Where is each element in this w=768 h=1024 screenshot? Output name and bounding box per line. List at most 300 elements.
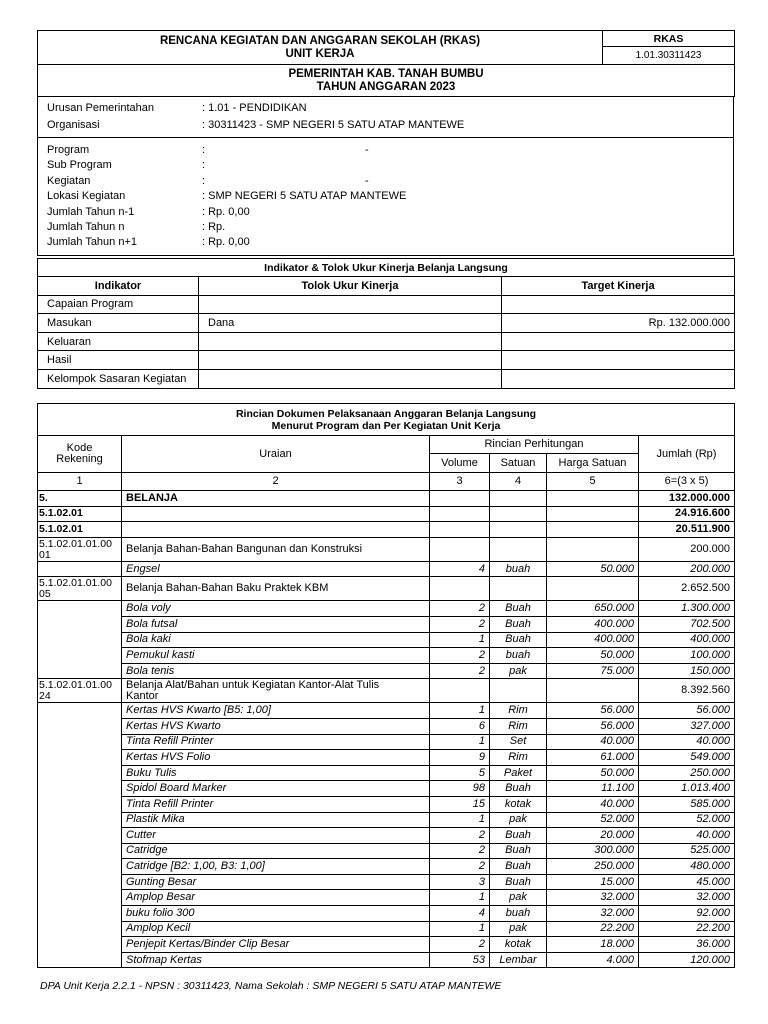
footer-text: DPA Unit Kerja 2.2.1 - NPSN : 30311423, Nama Sekolah : SMP NEGERI 5 SATU ATAP MANTEWE [40, 980, 502, 992]
indicator-name: Masukan [38, 314, 199, 333]
jumlah: 120.000 [639, 952, 735, 968]
detail-title [38, 404, 735, 436]
indicator-row [38, 295, 735, 314]
volume: 1 [430, 921, 490, 937]
info-label: Urusan Pemerintahan [47, 101, 155, 114]
satuan: Buah [490, 616, 547, 632]
col-number-1: 1 [38, 473, 122, 491]
kode-rekening [38, 859, 122, 875]
indicator-tolok [199, 332, 502, 351]
satuan: Buah [490, 781, 547, 797]
info-label: Jumlah Tahun n-1 [47, 205, 135, 218]
kode-rekening [38, 718, 122, 734]
detail-row-item [38, 906, 735, 922]
kode-line-2: 01 [39, 548, 51, 561]
satuan: pak [490, 890, 547, 906]
indicator-tolok [199, 295, 502, 314]
uraian: Bola futsal [122, 616, 430, 632]
jumlah: 400.000 [639, 632, 735, 648]
satuan: Lembar [490, 952, 547, 968]
harga-satuan: 50.000 [547, 561, 639, 577]
jumlah: 56.000 [639, 703, 735, 719]
satuan: Buah [490, 859, 547, 875]
satuan [490, 679, 547, 703]
indicator-tolok [199, 351, 502, 370]
kode-rekening [38, 537, 122, 561]
harga-satuan: 32.000 [547, 906, 639, 922]
jumlah: 200.000 [639, 561, 735, 577]
detail-title-line-1: Rincian Dokumen Pelaksanaan Anggaran Belanja Langsung [235, 407, 537, 420]
jumlah: 92.000 [639, 906, 735, 922]
uraian: Bola tenis [122, 663, 430, 679]
volume: 1 [430, 734, 490, 750]
satuan: pak [490, 921, 547, 937]
indicator-name: Kelompok Sasaran Kegiatan [38, 369, 199, 388]
volume: 2 [430, 859, 490, 875]
detail-row-item [38, 843, 735, 859]
jumlah: 32.000 [639, 890, 735, 906]
indicator-tolok: Dana [199, 314, 502, 333]
harga-satuan: 250.000 [547, 859, 639, 875]
jumlah: 1.300.000 [639, 601, 735, 617]
harga-satuan [547, 522, 639, 538]
col-volume: Volume [430, 454, 490, 473]
detail-row-item [38, 663, 735, 679]
satuan [490, 577, 547, 601]
jumlah: 40.000 [639, 828, 735, 844]
kode-rekening [38, 663, 122, 679]
uraian [122, 679, 430, 703]
info-value: : [202, 144, 206, 157]
jumlah: 20.511.900 [639, 522, 735, 538]
kode-rekening [38, 679, 122, 703]
uraian-line-2: Kantor [126, 689, 159, 702]
uraian-line-1: Belanja Bahan-Bahan Baku Praktek KBM [126, 582, 329, 595]
jumlah: 1.013.400 [639, 781, 735, 797]
volume: 9 [430, 750, 490, 766]
kode-rekening [38, 765, 122, 781]
col-tolok: Tolok Ukur Kinerja [199, 277, 502, 296]
harga-satuan: 300.000 [547, 843, 639, 859]
kode-rekening [38, 616, 122, 632]
kode-rekening: 5.1.02.01 [38, 522, 122, 538]
uraian: Amplop Besar [122, 890, 430, 906]
indicator-target [502, 369, 735, 388]
detail-row-item [38, 734, 735, 750]
uraian: Buku Tulis [122, 765, 430, 781]
satuan: buah [490, 648, 547, 664]
document-header [37, 30, 735, 97]
satuan [490, 537, 547, 561]
doc-code: 1.01.30311423 [603, 47, 735, 65]
jumlah: 250.000 [639, 765, 735, 781]
detail-header-row-1 [38, 436, 735, 454]
kode-rekening [38, 906, 122, 922]
title-line-1: RENCANA KEGIATAN DAN ANGGARAN SEKOLAH (RKAS) [159, 34, 481, 47]
info-value: : [202, 174, 206, 187]
volume: 1 [430, 890, 490, 906]
satuan: Set [490, 734, 547, 750]
harga-satuan: 400.000 [547, 616, 639, 632]
detail-row-item [38, 718, 735, 734]
info-value: : [202, 159, 206, 172]
satuan: Rim [490, 718, 547, 734]
detail-row-item [38, 703, 735, 719]
uraian: Bola voly [122, 601, 430, 617]
detail-row-total [38, 491, 735, 507]
indicator-header-row [38, 277, 735, 296]
volume: 2 [430, 937, 490, 953]
info-dash: - [365, 174, 369, 187]
detail-title-line-2: Menurut Program dan Per Kegiatan Unit Kerja [271, 419, 501, 432]
uraian: Engsel [122, 561, 430, 577]
uraian [122, 577, 430, 601]
volume [430, 522, 490, 538]
jumlah: 480.000 [639, 859, 735, 875]
harga-satuan: 15.000 [547, 874, 639, 890]
indicator-table [37, 258, 735, 389]
kode-line-1: 5.1.02.01.01.00 [39, 537, 112, 550]
info-table-program [38, 142, 733, 250]
volume: 5 [430, 765, 490, 781]
jumlah: 45.000 [639, 874, 735, 890]
jumlah: 40.000 [639, 734, 735, 750]
gov-line-1: PEMERINTAH KAB. TANAH BUMBU [288, 67, 484, 80]
volume: 98 [430, 781, 490, 797]
indicator-target [502, 332, 735, 351]
kode-rekening [38, 648, 122, 664]
satuan: Buah [490, 874, 547, 890]
detail-row-total [38, 506, 735, 522]
col-rincian: Rincian Perhitungan [430, 436, 639, 454]
volume [430, 491, 490, 507]
kode-rekening [38, 843, 122, 859]
kode-rekening [38, 890, 122, 906]
satuan: Buah [490, 843, 547, 859]
indicator-name: Capaian Program [38, 295, 199, 314]
detail-row-item [38, 937, 735, 953]
indicator-name: Hasil [38, 351, 199, 370]
jumlah: 22.200 [639, 921, 735, 937]
uraian: Tinta Refill Printer [122, 734, 430, 750]
detail-row-item [38, 874, 735, 890]
info-value: : SMP NEGERI 5 SATU ATAP MANTEWE [202, 190, 407, 203]
harga-satuan: 4.000 [547, 952, 639, 968]
uraian: Catridge [B2: 1,00, B3: 1,00] [122, 859, 430, 875]
jumlah: 52.000 [639, 812, 735, 828]
jumlah: 24.916.600 [639, 506, 735, 522]
info-value: : Rp. 0,00 [202, 236, 250, 249]
detail-row-item [38, 648, 735, 664]
uraian: Catridge [122, 843, 430, 859]
volume: 53 [430, 952, 490, 968]
detail-row-item [38, 812, 735, 828]
uraian: Pemukul kasti [122, 648, 430, 664]
kode-rekening [38, 750, 122, 766]
uraian: Kertas HVS Kwarto [B5: 1,00] [122, 703, 430, 719]
indicator-section-title: Indikator & Tolok Ukur Kinerja Belanja Langsung [38, 259, 735, 277]
detail-row-item [38, 781, 735, 797]
info-row-tahun-n [38, 219, 733, 234]
kode-rekening [38, 828, 122, 844]
uraian [122, 522, 430, 538]
detail-row-total [38, 522, 735, 538]
jumlah: 150.000 [639, 663, 735, 679]
detail-row-item [38, 952, 735, 968]
jumlah: 702.500 [639, 616, 735, 632]
satuan [490, 506, 547, 522]
satuan: Rim [490, 750, 547, 766]
uraian: Stofmap Kertas [122, 952, 430, 968]
info-row-tahun-n-minus [38, 204, 733, 219]
kode-rekening [38, 703, 122, 719]
volume: 2 [430, 601, 490, 617]
uraian: Plastik Mika [122, 812, 430, 828]
col-kode-line-2: Rekening [56, 453, 103, 465]
satuan [490, 491, 547, 507]
detail-row-item [38, 765, 735, 781]
kode-rekening [38, 734, 122, 750]
harga-satuan: 75.000 [547, 663, 639, 679]
satuan: buah [490, 906, 547, 922]
info-value: : 1.01 - PENDIDIKAN [202, 101, 307, 114]
kode-rekening [38, 781, 122, 797]
harga-satuan: 56.000 [547, 703, 639, 719]
info-block [37, 96, 734, 256]
kode-rekening [38, 632, 122, 648]
col-harga-satuan: Harga Satuan [547, 454, 639, 473]
col-jumlah: Jumlah (Rp) [639, 436, 735, 473]
satuan: buah [490, 561, 547, 577]
harga-satuan: 32.000 [547, 890, 639, 906]
harga-satuan [547, 491, 639, 507]
harga-satuan: 56.000 [547, 718, 639, 734]
detail-row-item [38, 561, 735, 577]
volume: 4 [430, 561, 490, 577]
jumlah: 549.000 [639, 750, 735, 766]
volume: 1 [430, 703, 490, 719]
col-uraian: Uraian [122, 436, 430, 473]
col-number-6: 6=(3 x 5) [639, 473, 735, 491]
doc-type: RKAS [603, 31, 735, 47]
volume: 2 [430, 648, 490, 664]
satuan: Paket [490, 765, 547, 781]
jumlah: 132.000.000 [639, 491, 735, 507]
info-label: Jumlah Tahun n [47, 221, 125, 234]
volume: 2 [430, 663, 490, 679]
harga-satuan: 50.000 [547, 765, 639, 781]
harga-satuan: 40.000 [547, 734, 639, 750]
kode-rekening [38, 812, 122, 828]
uraian: Kertas HVS Kwarto [122, 718, 430, 734]
satuan [490, 522, 547, 538]
harga-satuan: 11.100 [547, 781, 639, 797]
uraian: BELANJA [122, 491, 430, 507]
uraian: Penjepit Kertas/Binder Clip Besar [122, 937, 430, 953]
indicator-row [38, 314, 735, 333]
satuan: Buah [490, 632, 547, 648]
harga-satuan [547, 506, 639, 522]
harga-satuan [547, 537, 639, 561]
jumlah: 327.000 [639, 718, 735, 734]
info-label: Program [47, 144, 90, 157]
info-row-kegiatan [38, 173, 733, 188]
harga-satuan [547, 679, 639, 703]
col-number-5: 5 [547, 473, 639, 491]
info-value: : Rp. [202, 221, 226, 234]
info-row-program [38, 142, 733, 157]
indicator-row [38, 369, 735, 388]
detail-row-item [38, 750, 735, 766]
kode-line-1: 5.1.02.01.01.00 [39, 679, 112, 692]
volume: 3 [430, 874, 490, 890]
indicator-target [502, 295, 735, 314]
satuan: kotak [490, 937, 547, 953]
detail-row-group [38, 537, 735, 561]
volume [430, 506, 490, 522]
info-label: Lokasi Kegiatan [47, 190, 126, 203]
harga-satuan [547, 577, 639, 601]
volume [430, 537, 490, 561]
uraian [122, 537, 430, 561]
info-label: Sub Program [47, 159, 112, 172]
info-label: Kegiatan [47, 174, 91, 187]
kode-line-2: 24 [39, 690, 51, 703]
col-number-4: 4 [490, 473, 547, 491]
kode-line-1: 5.1.02.01.01.00 [39, 577, 112, 590]
harga-satuan: 18.000 [547, 937, 639, 953]
harga-satuan: 20.000 [547, 828, 639, 844]
uraian: Tinta Refill Printer [122, 796, 430, 812]
uraian: buku folio 300 [122, 906, 430, 922]
kode-rekening [38, 921, 122, 937]
jumlah: 2.652.500 [639, 577, 735, 601]
harga-satuan: 22.200 [547, 921, 639, 937]
info-row-organisasi [38, 115, 733, 135]
uraian: Bola kaki [122, 632, 430, 648]
uraian: Amplop Kecil [122, 921, 430, 937]
col-satuan: Satuan [490, 454, 547, 473]
kode-rekening [38, 796, 122, 812]
detail-title-row [38, 404, 735, 436]
kode-rekening [38, 874, 122, 890]
harga-satuan: 400.000 [547, 632, 639, 648]
info-table-org [38, 100, 733, 135]
volume: 2 [430, 843, 490, 859]
kode-rekening [38, 561, 122, 577]
satuan: pak [490, 663, 547, 679]
volume: 1 [430, 812, 490, 828]
gov-line-2: TAHUN ANGGARAN 2023 [316, 80, 456, 93]
info-row-subprogram [38, 158, 733, 173]
info-row-lokasi [38, 189, 733, 204]
kode-rekening [38, 937, 122, 953]
volume [430, 577, 490, 601]
detail-row-item [38, 796, 735, 812]
col-kode-rekening [38, 436, 122, 473]
info-divider [38, 137, 733, 138]
harga-satuan: 50.000 [547, 648, 639, 664]
col-indikator: Indikator [38, 277, 199, 296]
col-number-2: 2 [122, 473, 430, 491]
info-row-tahun-n-plus [38, 235, 733, 250]
detail-row-item [38, 921, 735, 937]
harga-satuan: 40.000 [547, 796, 639, 812]
info-row-urusan [38, 100, 733, 115]
indicator-tolok [199, 369, 502, 388]
jumlah: 200.000 [639, 537, 735, 561]
detail-row-item [38, 890, 735, 906]
detail-row-item [38, 616, 735, 632]
kode-rekening [38, 601, 122, 617]
volume: 2 [430, 616, 490, 632]
satuan: Rim [490, 703, 547, 719]
satuan: Buah [490, 601, 547, 617]
indicator-target [502, 351, 735, 370]
uraian: Gunting Besar [122, 874, 430, 890]
info-value: : 30311423 - SMP NEGERI 5 SATU ATAP MANTEWE [202, 119, 465, 132]
satuan: pak [490, 812, 547, 828]
info-dash: - [365, 144, 369, 157]
government-header [38, 65, 735, 97]
volume: 6 [430, 718, 490, 734]
uraian: Cutter [122, 828, 430, 844]
uraian-line-1: Belanja Bahan-Bahan Bangunan dan Konstruksi [126, 542, 363, 555]
detail-row-item [38, 632, 735, 648]
volume: 2 [430, 828, 490, 844]
volume: 1 [430, 632, 490, 648]
kode-rekening [38, 577, 122, 601]
indicator-target: Rp. 132.000.000 [502, 314, 735, 333]
col-number-3: 3 [430, 473, 490, 491]
volume: 15 [430, 796, 490, 812]
info-label: Jumlah Tahun n+1 [47, 236, 138, 249]
col-kode-line-1: Kode [66, 442, 93, 454]
col-target: Target Kinerja [502, 277, 735, 296]
detail-row-group [38, 679, 735, 703]
indicator-row [38, 351, 735, 370]
kode-rekening: 5.1.02.01 [38, 506, 122, 522]
jumlah: 525.000 [639, 843, 735, 859]
detail-row-group [38, 577, 735, 601]
uraian [122, 506, 430, 522]
kode-rekening: 5. [38, 491, 122, 507]
satuan: Buah [490, 828, 547, 844]
jumlah: 100.000 [639, 648, 735, 664]
indicator-row [38, 332, 735, 351]
uraian-line-1: Belanja Alat/Bahan untuk Kegiatan Kantor-Alat Tulis [126, 678, 380, 691]
detail-row-item [38, 859, 735, 875]
info-value: : Rp. 0,00 [202, 205, 250, 218]
kode-line-2: 05 [39, 588, 51, 601]
uraian: Kertas HVS Folio [122, 750, 430, 766]
kode-rekening [38, 952, 122, 968]
satuan: kotak [490, 796, 547, 812]
volume: 4 [430, 906, 490, 922]
jumlah: 585.000 [639, 796, 735, 812]
info-label: Organisasi [47, 119, 100, 132]
indicator-name: Keluaran [38, 332, 199, 351]
harga-satuan: 61.000 [547, 750, 639, 766]
harga-satuan: 650.000 [547, 601, 639, 617]
budget-detail-table [37, 403, 735, 968]
title-line-2: UNIT KERJA [285, 47, 355, 60]
volume [430, 679, 490, 703]
uraian: Spidol Board Marker [122, 781, 430, 797]
jumlah: 36.000 [639, 937, 735, 953]
document-title [38, 31, 603, 65]
harga-satuan: 52.000 [547, 812, 639, 828]
